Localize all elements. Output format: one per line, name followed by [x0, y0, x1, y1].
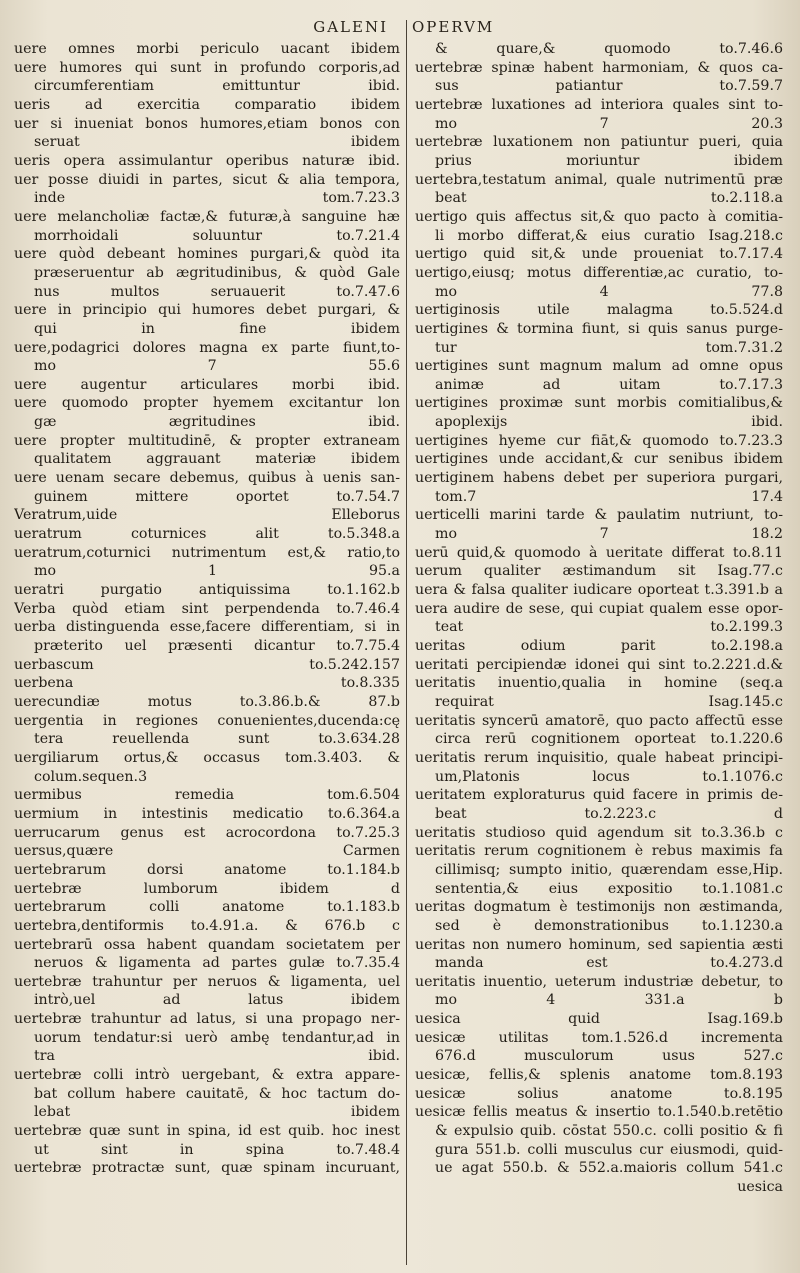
index-entry-line: ueritatis syncerū amatorē, quo pacto affectū esse — [415, 712, 783, 729]
header-right: OPERVM — [412, 18, 495, 36]
index-entry-line: uersus,quære Carmen — [14, 843, 400, 860]
index-entry-line: uertebræ trahuntur per neruos & ligamenta, uel — [14, 973, 400, 990]
index-entry-line: uerrucarum genus est acrocordona to.7.25.3 — [14, 824, 400, 841]
index-entry-line: ueritas dogmatum è testimonijs non æstimanda, — [415, 899, 783, 916]
index-entry-line: uergiliarum ortus,& occasus tom.3.403. & — [14, 749, 400, 766]
index-entry-line: ueritatis studioso quid agendum sit to.3.36.b c — [415, 824, 783, 841]
index-entry-line: ueratrum coturnices alit to.5.348.a — [14, 526, 400, 543]
index-entry-line: requirat Isag.145.c — [435, 693, 783, 710]
index-entry-line: teat to.2.199.3 — [435, 619, 783, 636]
index-entry-line: ueritas non numero hominum, sed sapientia æsti — [415, 936, 783, 953]
index-entry-line: uertebræ colli intrò uergebant, & extra appare- — [14, 1067, 400, 1084]
index-entry-line: uere quòd debeant homines purgari,& quòd ita — [14, 246, 400, 263]
index-entry-line: qui in fine ibidem — [34, 320, 400, 337]
index-entry-line: uertigo quis affectus sit,& quo pacto à comitia- — [415, 208, 783, 225]
index-entry-line: uertebræ lumborum ibidem d — [14, 880, 400, 897]
index-entry-line: ueritati percipiendæ idonei qui sint to.2.221.d.& — [415, 656, 783, 673]
index-entry-line: Veratrum,uide Elleborus — [14, 507, 400, 524]
index-entry-line: uertebræ spinæ habent harmoniam, & quos ca- — [415, 59, 783, 76]
index-entry-line: ueritas odium parit to.2.198.a — [415, 638, 783, 654]
index-entry-line: mo 4 331.a b — [435, 992, 783, 1009]
index-entry-line: ueritatis rerum cognitionem è rebus maximis fa — [415, 843, 783, 860]
index-entry-line: uertebra,dentiformis to.4.91.a. & 676.b c — [14, 917, 400, 934]
index-entry-line: neruos & ligamenta ad partes gulæ to.7.35.4 — [34, 955, 400, 972]
index-entry-line: tera reuellenda sunt to.3.634.28 — [34, 731, 400, 748]
index-entry-line: uertigines hyeme cur fiāt,& quomodo to.7.23.3 — [415, 432, 783, 449]
index-entry-line: uesicæ solius anatome to.8.195 — [415, 1085, 783, 1102]
index-entry-line: uertiginosis utile malagma to.5.524.d — [415, 302, 783, 319]
index-entry-line: uesicæ, fellis,& splenis anatome tom.8.193 — [415, 1067, 783, 1084]
index-entry-line: uerba distinguenda esse,facere differentiam, si in — [14, 619, 400, 636]
index-entry-line: uera & falsa qualiter iudicare oporteat t.3.391.b a — [415, 582, 783, 599]
index-entry-line: gæ ægritudines ibid. — [34, 414, 400, 431]
index-entry-line: li morbo differat,& eius curatio Isag.218.c — [435, 227, 783, 244]
index-entry-line: 676.d musculorum usus 527.c — [435, 1048, 783, 1065]
index-entry-line: intrò,uel ad latus ibidem — [34, 992, 400, 1009]
index-entry-line: mo 1 95.a — [34, 563, 400, 580]
index-entry-line: Verba quòd etiam sint perpendenda to.7.46.4 — [14, 600, 400, 617]
running-header — [0, 14, 800, 38]
index-entry-line: uesicæ fellis meatus & insertio to.1.540.b.retētio — [415, 1104, 783, 1121]
index-entry-line: nus multos seruauerit to.7.47.6 — [34, 283, 400, 300]
index-entry-line: tur tom.7.31.2 — [435, 339, 783, 356]
index-column-left — [14, 40, 400, 1265]
index-entry-line: beat to.2.118.a — [435, 190, 783, 207]
index-entry-line: tra ibid. — [34, 1048, 400, 1065]
index-entry-line: uerbena to.8.335 — [14, 675, 400, 692]
index-entry-line: apoplexijs ibid. — [435, 414, 783, 431]
index-entry-line: animæ ad uitam to.7.17.3 — [435, 376, 783, 393]
index-entry-line: gura 551.b. colli musculus cur eiusmodi, quid- — [435, 1141, 783, 1158]
index-entry-line: mo 7 18.2 — [435, 526, 783, 543]
index-entry-line: uere quomodo propter hyemem excitantur lon — [14, 395, 400, 412]
index-entry-line: uere omnes morbi periculo uacant ibidem — [14, 41, 400, 57]
index-entry-line: uerum qualiter æstimandum sit Isag.77.c — [415, 563, 783, 580]
index-entry-line: ut sint in spina to.7.48.4 — [34, 1141, 400, 1158]
index-entry-line: uertebræ quæ sunt in spina, id est quib. hoc inest — [14, 1123, 400, 1140]
index-entry-line: uere propter multitudinē, & propter extraneam — [14, 432, 400, 449]
index-entry-line: uertebræ trahuntur ad latus, si una propago ner- — [14, 1011, 400, 1028]
index-entry-line: manda est to.4.273.d — [435, 955, 783, 972]
index-entry-line: cillimisq; sumpto initio, quærendam esse,Hip. — [435, 861, 783, 878]
index-entry-line: uermibus remedia tom.6.504 — [14, 787, 400, 804]
index-entry-line: uere,podagrici dolores magna ex parte fiunt,to- — [14, 339, 400, 356]
index-entry-line: mo 7 20.3 — [435, 115, 783, 132]
index-entry-line: uesica quid Isag.169.b — [415, 1011, 783, 1028]
index-entry-line: uertebrarum colli anatome to.1.183.b — [14, 899, 400, 916]
index-entry-line: mo 4 77.8 — [435, 283, 783, 300]
index-entry-line: qualitatem aggrauant materiæ ibidem — [34, 451, 400, 468]
index-entry-line: sus patiantur to.7.59.7 — [435, 78, 783, 95]
index-entry-line: uerū quid,& quomodo à ueritate differat to.8.11 — [415, 544, 783, 561]
column-divider — [406, 20, 407, 1265]
index-entry-line: ueris ad exercitia comparatio ibidem — [14, 96, 400, 113]
index-entry-line: præterito uel præsenti dicantur to.7.75.4 — [34, 638, 400, 654]
index-entry-line: uera audire de sese, qui cupiat qualem esse opor- — [415, 600, 783, 617]
index-entry-line: uerecundiæ motus to.3.86.b.& 87.b — [14, 693, 400, 710]
index-entry-line: sententia,& eius expositio to.1.1081.c — [435, 880, 783, 897]
index-entry-line: uerticelli marini tarde & paulatim nutriunt, to- — [415, 507, 783, 524]
index-entry-line: seruat ibidem — [34, 134, 400, 151]
index-entry-line: prius moriuntur ibidem — [435, 152, 783, 169]
index-entry-line: uer si inueniat bonos humores,etiam bonos con — [14, 115, 400, 132]
index-entry-line: ueratri purgatio antiquissima to.1.162.b — [14, 582, 400, 599]
index-entry-line: præseruentur ab ægritudinibus, & quòd Gale — [34, 264, 400, 281]
index-entry-line: uesicæ utilitas tom.1.526.d incrementa — [415, 1029, 783, 1046]
index-entry-line: uertigines unde accidant,& cur senibus ibidem — [415, 451, 783, 468]
index-entry-line: sed è demonstrationibus to.1.1230.a — [435, 917, 783, 934]
header-left: GALENI — [313, 18, 388, 36]
index-entry-line: ueritatis inuentio, ueterum industriæ debetur, to — [415, 973, 783, 990]
index-entry-line: ueritatis rerum inquisitio, quale habeat principi- — [415, 749, 783, 766]
index-entry-line: uertigines sunt magnum malum ad omne opus — [415, 358, 783, 375]
index-entry-line: uesica — [737, 1179, 783, 1196]
index-entry-line: uere augentur articulares morbi ibid. — [14, 376, 400, 393]
index-entry-line: ueris opera assimulantur operibus naturæ ibid. — [14, 152, 400, 169]
index-entry-line: uertebræ luxationem non patiuntur pueri, quia — [415, 134, 783, 151]
index-entry-line: ueratrum,coturnici nutrimentum est,& ratio,to — [14, 544, 400, 561]
index-entry-line: uerbascum to.5.242.157 — [14, 656, 400, 673]
index-entry-line: mo 7 55.6 — [34, 358, 400, 375]
index-entry-line: uertigo,eiusq; motus differentiæ,ac curatio, to- — [415, 264, 783, 281]
index-entry-line: uer posse diuidi in partes, sicut & alia tempora, — [14, 171, 400, 188]
index-entry-line: uertebra,testatum animal, quale nutrimentū præ — [415, 171, 783, 188]
index-entry-line: uere melancholiæ factæ,& futuræ,à sanguine hæ — [14, 208, 400, 225]
index-entry-line: inde tom.7.23.3 — [34, 190, 400, 207]
index-entry-line: morrhoidali soluuntur to.7.21.4 — [34, 227, 400, 244]
index-entry-line: & expulsio quib. cōstat 550.c. colli positio & fi — [435, 1123, 783, 1140]
index-entry-line: uermium in intestinis medicatio to.6.364.a — [14, 805, 400, 822]
index-entry-line: uere in principio qui humores debet purgari, & — [14, 302, 400, 319]
index-entry-line: uorum tendatur:si uerò ambę tendantur,ad in — [34, 1029, 400, 1046]
index-entry-line: uertigo quid sit,& unde proueniat to.7.17.4 — [415, 246, 783, 263]
index-entry-line: & quare,& quomodo to.7.46.6 — [435, 41, 783, 57]
index-entry-line: uere uenam secare debemus, quibus à uenis san- — [14, 470, 400, 487]
index-entry-line: uertebræ protractæ sunt, quæ spinam incuruant, — [14, 1160, 400, 1177]
index-entry-line: uergentia in regiones conuenientes,ducenda:cę — [14, 712, 400, 729]
index-entry-line: ueritatis inuentio,qualia in homine (seq.a — [415, 675, 783, 692]
index-entry-line: tom.7 17.4 — [435, 488, 783, 505]
index-entry-line: uertebrarum dorsi anatome to.1.184.b — [14, 861, 400, 878]
index-entry-line: guinem mittere oportet to.7.54.7 — [34, 488, 400, 505]
index-entry-line: ueritatem exploraturus quid facere in primis de- — [415, 787, 783, 804]
index-entry-line: uertigines proximæ sunt morbis comitialibus,& — [415, 395, 783, 412]
index-column-right — [415, 40, 783, 1265]
index-entry-line: colum.sequen.3 — [34, 768, 148, 785]
index-entry-line: uertebræ luxationes ad interiora quales sint to- — [415, 96, 783, 113]
index-entry-line: circumferentiam emittuntur ibid. — [34, 78, 400, 95]
index-entry-line: bat collum habere cauitatē, & hoc tactum do- — [34, 1085, 400, 1102]
index-entry-line: circa rerū cognitionem oporteat to.1.220.6 — [435, 731, 783, 748]
index-entry-line: uere humores qui sunt in profundo corporis,ad — [14, 59, 400, 76]
index-entry-line: uertigines & tormina fiunt, si quis sanus purge- — [415, 320, 783, 337]
index-entry-line: uertiginem habens debet per superiora purgari, — [415, 470, 783, 487]
index-entry-line: beat to.2.223.c d — [435, 805, 783, 822]
index-entry-line: ue agat 550.b. & 552.a.maioris collum 541.c — [435, 1160, 783, 1177]
index-entry-line: um,Platonis locus to.1.1076.c — [435, 768, 783, 785]
index-entry-line: uertebrarū ossa habent quandam societatem per — [14, 936, 400, 953]
index-entry-line: lebat ibidem — [34, 1104, 400, 1121]
